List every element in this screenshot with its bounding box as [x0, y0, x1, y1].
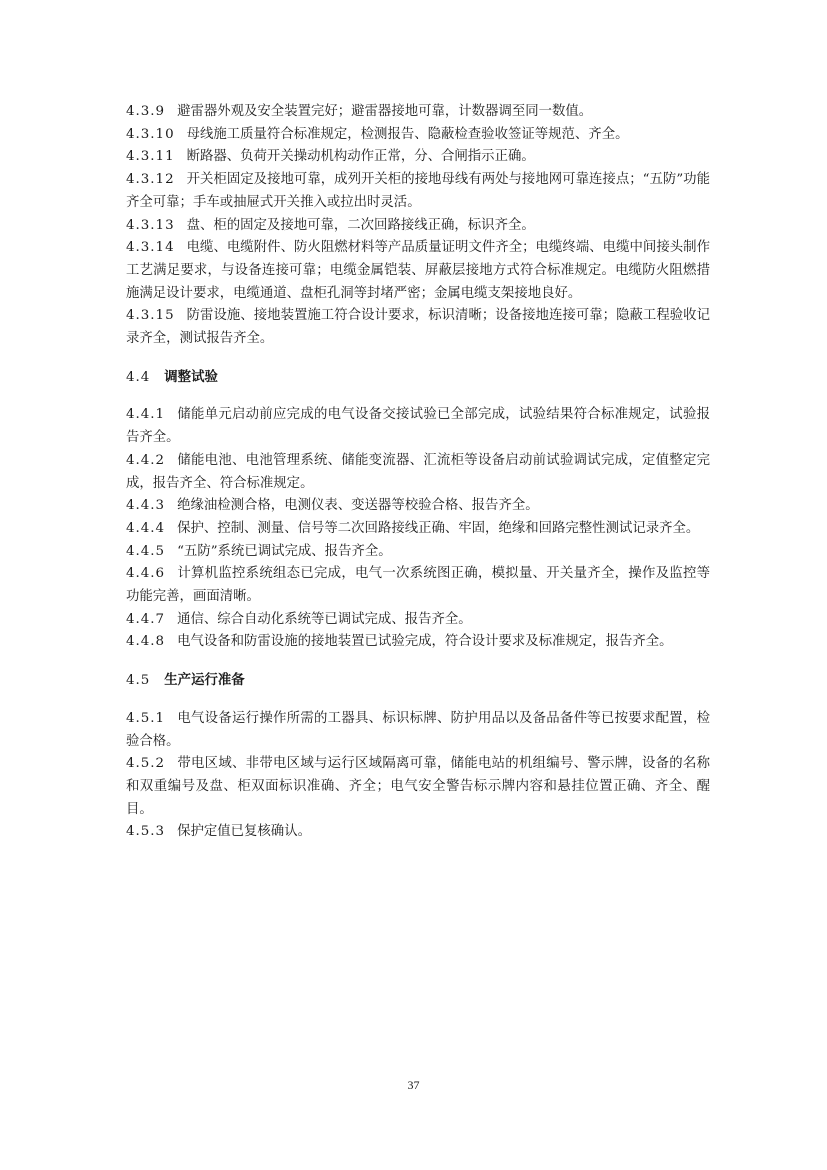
- clause-4-3-12: [126, 169, 710, 214]
- clause-number: 4.3.11: [126, 149, 175, 165]
- clause-4-3-11: [126, 146, 710, 169]
- section-heading-4-5: [126, 670, 710, 693]
- clause-4-4-4: [126, 518, 710, 541]
- clause-number: 4.4.5: [126, 543, 166, 559]
- clause-4-3-13: [126, 215, 710, 238]
- section-4-5-list: [126, 708, 710, 844]
- clause-number: 4.4.4: [126, 520, 166, 536]
- clause-text: 电缆、电缆附件、防火阻燃材料等产品质量证明文件齐全；电缆终端、电缆中间接头制作工艺满足要求，与设备连接可靠；电缆金属铠装、屏蔽层接地方式符合标准规定。电缆防火阻燃措施满足设计要求，电缆通道、盘柜孔洞等封堵严密；金属电缆支架接地良好。: [126, 240, 710, 301]
- clause-number: 4.3.13: [126, 217, 175, 233]
- page-number: 37: [407, 1078, 420, 1092]
- clause-text: 断路器、负荷开关操动机构动作正常，分、合闸指示正确。: [186, 149, 535, 165]
- clause-number: 4.4.6: [126, 566, 166, 582]
- clause-4-4-2: [126, 450, 710, 495]
- section-heading-4-4: [126, 367, 710, 390]
- clause-4-4-6: [126, 563, 710, 608]
- clause-text: 开关柜固定及接地可靠，成列开关柜的接地母线有两处与接地网可靠连接点；“五防”功能齐全可靠；手车或抽屉式开关推入或拉出时灵活。: [126, 172, 710, 210]
- clause-number: 4.5.1: [126, 710, 166, 726]
- clause-number: 4.4.3: [126, 498, 166, 514]
- clause-number: 4.3.12: [126, 172, 175, 188]
- clause-number: 4.4.1: [126, 407, 166, 423]
- clause-4-5-1: [126, 708, 710, 753]
- clause-4-4-7: [126, 609, 710, 632]
- page-content: [126, 101, 710, 844]
- clause-text: 带电区域、非带电区域与运行区域隔离可靠，储能电站的机组编号、警示牌，设备的名称和双重编号及盘、柜双面标识准确、齐全；电气安全警告标示牌内容和悬挂位置正确、齐全、醒目。: [126, 756, 710, 817]
- section-4-3-list: [126, 101, 710, 351]
- clause-4-4-1: [126, 404, 710, 449]
- section-title: 调整试验: [164, 369, 218, 385]
- clause-text: 防雷设施、接地装置施工符合设计要求，标识清晰；设备接地连接可靠；隐蔽工程验收记录齐全，测试报告齐全。: [126, 308, 710, 347]
- clause-number: 4.5.3: [126, 824, 166, 840]
- clause-number: 4.3.9: [126, 104, 166, 119]
- clause-text: 盘、柜的固定及接地可靠，二次回路接线正确，标识齐全。: [186, 217, 535, 233]
- clause-4-3-14: [126, 237, 710, 305]
- clause-text: 电气设备和防雷设施的接地装置已试验完成，符合设计要求及标准规定，报告齐全。: [177, 634, 673, 650]
- clause-number: 4.3.14: [126, 240, 175, 256]
- clause-text: 绝缘油检测合格，电测仪表、变送器等校验合格、报告齐全。: [177, 498, 539, 514]
- clause-4-4-5: [126, 541, 710, 564]
- clause-number: 4.4.2: [126, 452, 166, 468]
- clause-4-5-3: [126, 821, 710, 844]
- section-number: 4.4: [126, 369, 151, 385]
- clause-text: 避雷器外观及安全装置完好；避雷器接地可靠，计数器调至同一数值。: [177, 104, 593, 119]
- clause-number: 4.4.8: [126, 634, 166, 650]
- clause-number: 4.4.7: [126, 611, 166, 627]
- clause-text: 保护、控制、测量、信号等二次回路接线正确、牢固，绝缘和回路完整性测试记录齐全。: [177, 520, 700, 536]
- clause-text: 计算机监控系统组态已完成，电气一次系统图正确，模拟量、开关量齐全，操作及监控等功能完善，画面清晰。: [126, 566, 710, 605]
- section-4-4-list: [126, 404, 710, 654]
- clause-4-5-2: [126, 753, 710, 821]
- clause-4-4-3: [126, 495, 710, 518]
- clause-text: 电气设备运行操作所需的工器具、标识标牌、防护用品以及备品备件等已按要求配置，检验合格。: [126, 710, 710, 749]
- clause-4-3-15: [126, 305, 710, 350]
- clause-text: “五防”系统已调试完成、报告齐全。: [177, 543, 392, 559]
- clause-text: 保护定值已复核确认。: [177, 824, 311, 840]
- section-number: 4.5: [126, 673, 151, 689]
- clause-number: 4.5.2: [126, 756, 166, 772]
- clause-4-3-10: [126, 124, 710, 147]
- clause-text: 母线施工质量符合标准规定，检测报告、隐蔽检查验收签证等规范、齐全。: [186, 126, 629, 142]
- clause-text: 储能单元启动前应完成的电气设备交接试验已全部完成，试验结果符合标准规定，试验报告齐全。: [126, 407, 710, 446]
- clause-text: 通信、综合自动化系统等已调试完成、报告齐全。: [177, 611, 472, 627]
- clause-4-4-8: [126, 631, 710, 654]
- clause-4-3-9: [126, 101, 710, 124]
- clause-number: 4.3.15: [126, 308, 175, 324]
- clause-text: 储能电池、电池管理系统、储能变流器、汇流柜等设备启动前试验调试完成，定值整定完成，报告齐全、符合标准规定。: [126, 452, 710, 491]
- clause-number: 4.3.10: [126, 126, 175, 142]
- section-title: 生产运行准备: [164, 673, 245, 689]
